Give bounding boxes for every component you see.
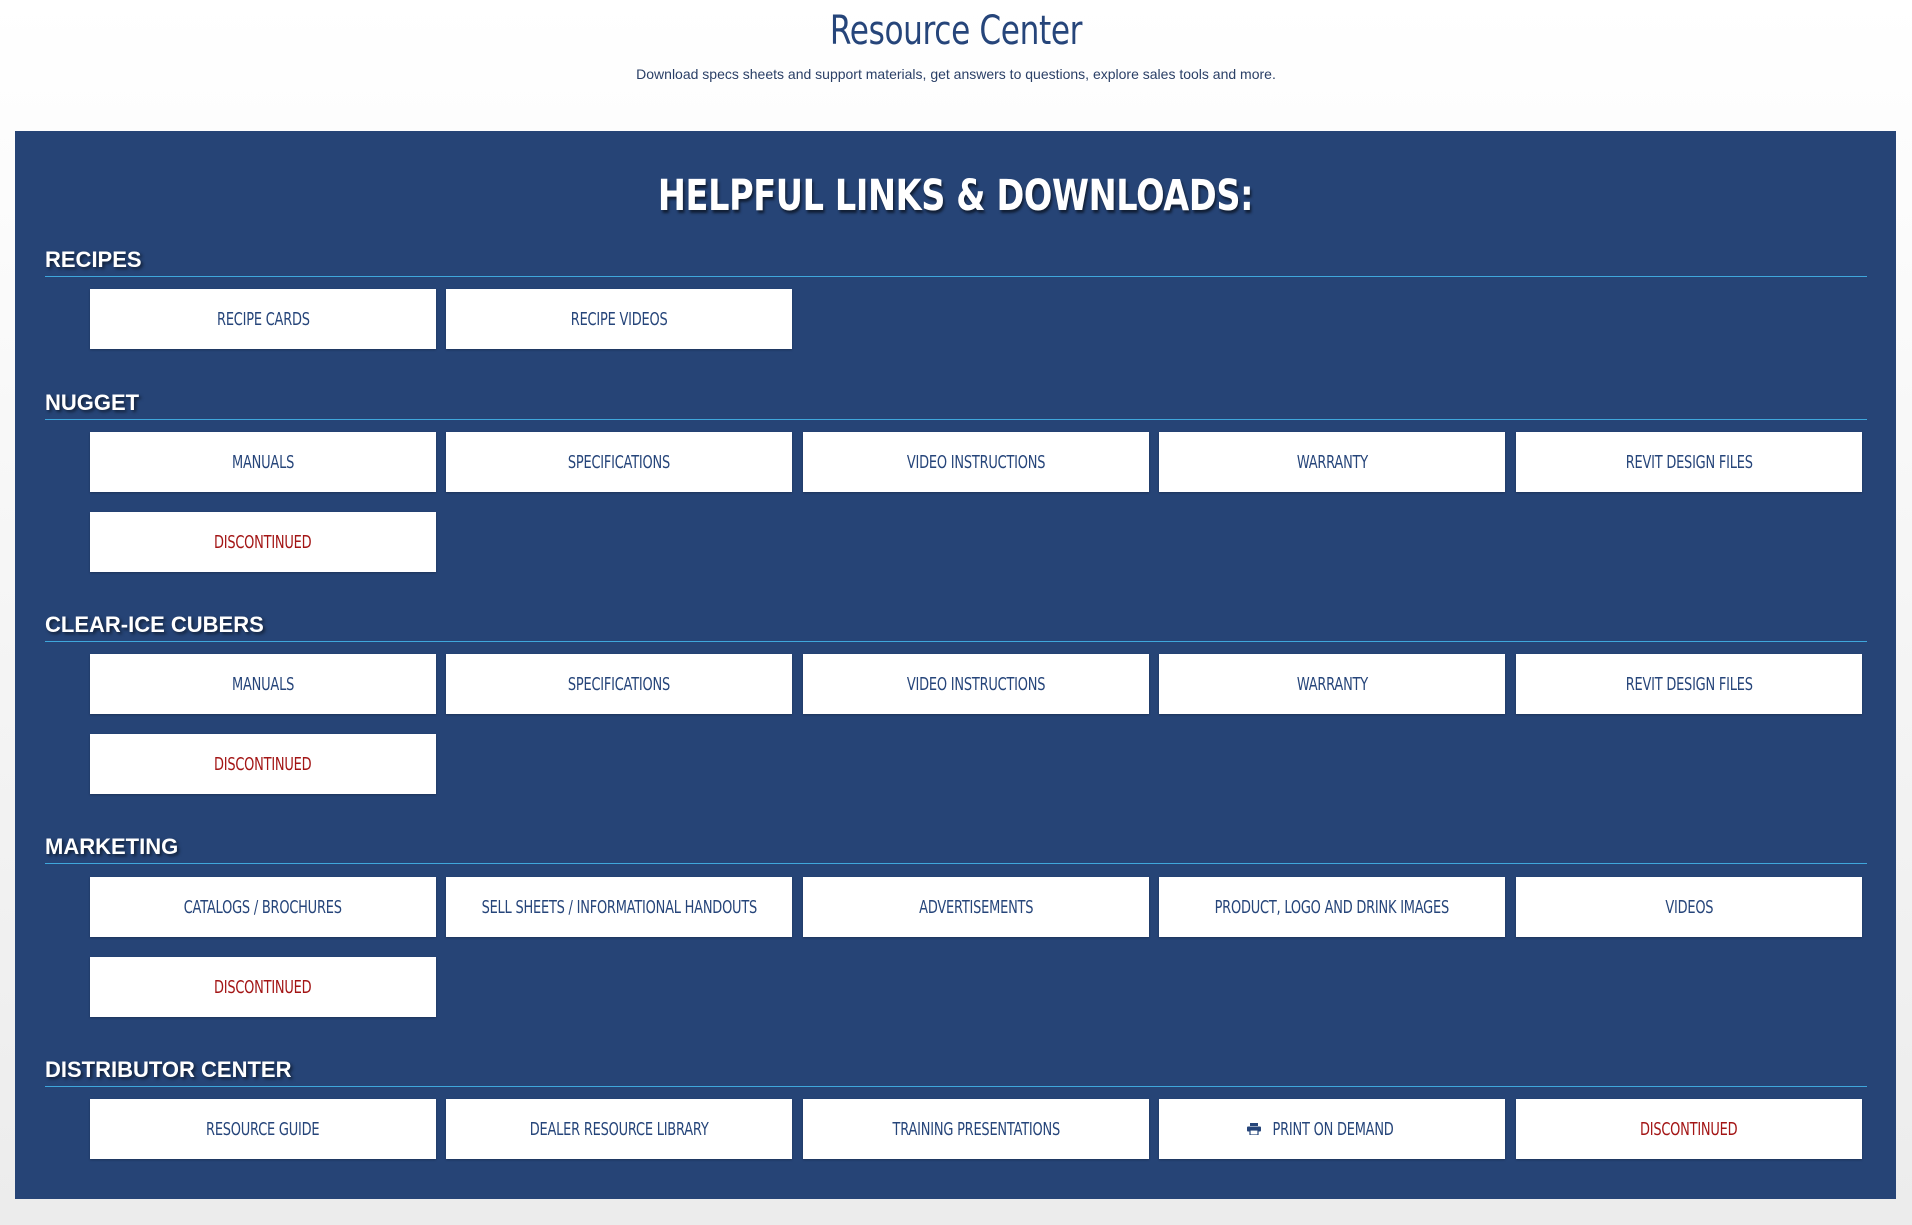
section-title-nugget: NUGGET [45,389,1867,420]
button-label: DISCONTINUED [214,753,312,775]
button-label: CATALOGS / BROCHURES [183,896,342,918]
button-label: SELL SHEETS / INFORMATIONAL HANDOUTS [481,896,757,918]
page-title: Resource Center [829,8,1083,54]
nugget-warranty-button[interactable] [1159,432,1505,492]
button-label: DISCONTINUED [214,976,312,998]
button-label: VIDEO INSTRUCTIONS [906,673,1046,695]
button-label: MANUALS [231,673,295,695]
print-on-demand-button[interactable] [1159,1099,1505,1159]
button-label: RECIPE VIDEOS [570,308,668,330]
recipe-cards-button[interactable] [90,289,436,349]
section-title-marketing: MARKETING [45,833,1867,864]
dealer-resource-library-button[interactable] [446,1099,792,1159]
section-title-distributor-center: DISTRIBUTOR CENTER [45,1056,1867,1087]
nugget-revit-design-files-button[interactable] [1516,432,1862,492]
cubers-revit-design-files-button[interactable] [1516,654,1862,714]
nugget-video-instructions-button[interactable] [803,432,1149,492]
section-title-recipes: RECIPES [45,246,1867,277]
button-label: WARRANTY [1296,673,1368,695]
product-logo-drink-images-button[interactable] [1159,877,1505,937]
button-label: PRINT ON DEMAND [1272,1118,1394,1140]
button-label: RESOURCE GUIDE [206,1118,320,1140]
button-label: MANUALS [231,451,295,473]
nugget-discontinued-button[interactable] [90,512,436,572]
button-label: VIDEOS [1665,896,1713,918]
printer-icon [1247,1123,1261,1135]
helpful-links-panel [15,131,1896,1199]
training-presentations-button[interactable] [803,1099,1149,1159]
cubers-video-instructions-button[interactable] [803,654,1149,714]
button-label: PRODUCT, LOGO AND DRINK IMAGES [1214,896,1450,918]
button-label: RECIPE CARDS [216,308,310,330]
distributor-discontinued-button[interactable] [1516,1099,1862,1159]
button-label: DISCONTINUED [214,531,312,553]
button-label: TRAINING PRESENTATIONS [892,1118,1060,1140]
advertisements-button[interactable] [803,877,1149,937]
marketing-discontinued-button[interactable] [90,957,436,1017]
recipe-videos-button[interactable] [446,289,792,349]
cubers-discontinued-button[interactable] [90,734,436,794]
button-label: DEALER RESOURCE LIBRARY [529,1118,709,1140]
button-label: REVIT DESIGN FILES [1625,451,1753,473]
page-header [0,0,1912,130]
sell-sheets-button[interactable] [446,877,792,937]
catalogs-brochures-button[interactable] [90,877,436,937]
cubers-specifications-button[interactable] [446,654,792,714]
nugget-specifications-button[interactable] [446,432,792,492]
cubers-warranty-button[interactable] [1159,654,1505,714]
panel-heading: HELPFUL LINKS & DOWNLOADS: [657,171,1254,221]
button-label: DISCONTINUED [1640,1118,1738,1140]
button-label: SPECIFICATIONS [567,451,671,473]
button-label: REVIT DESIGN FILES [1625,673,1753,695]
page-subtitle: Download specs sheets and support materials, get answers to questions, explore sales tools and more. [636,66,1276,82]
button-label: VIDEO INSTRUCTIONS [906,451,1046,473]
cubers-manuals-button[interactable] [90,654,436,714]
marketing-videos-button[interactable] [1516,877,1862,937]
button-label: WARRANTY [1296,451,1368,473]
button-label: SPECIFICATIONS [567,673,671,695]
button-label: ADVERTISEMENTS [918,896,1034,918]
section-title-clear-ice-cubers: CLEAR-ICE CUBERS [45,611,1867,642]
nugget-manuals-button[interactable] [90,432,436,492]
resource-guide-button[interactable] [90,1099,436,1159]
